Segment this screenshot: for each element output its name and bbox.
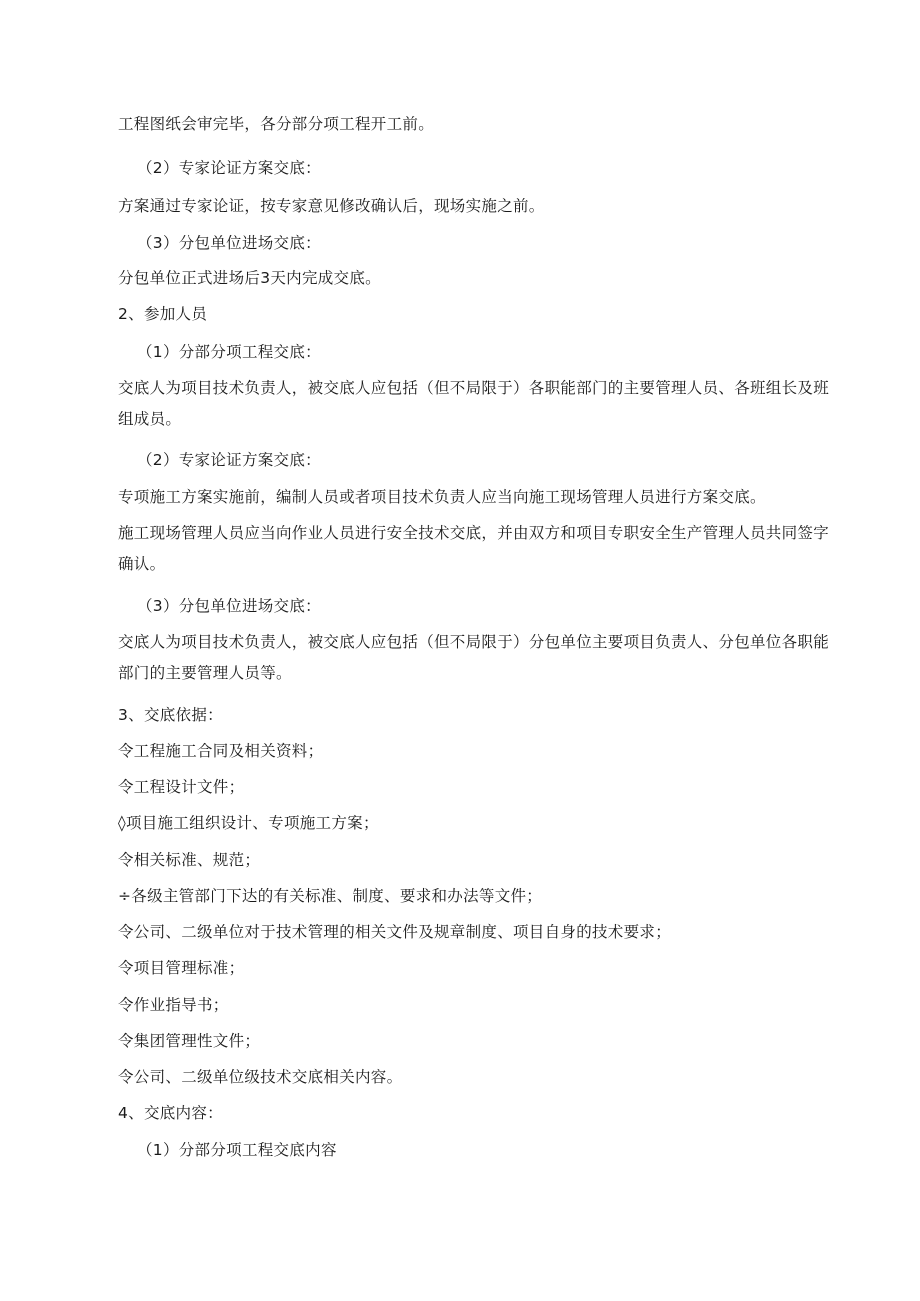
list-item: 令公司、二级单位对于技术管理的相关文件及规章制度、项目自身的技术要求； <box>118 923 672 941</box>
list-item: ◊项目施工组织设计、专项施工方案； <box>118 814 379 832</box>
subheading: （2）专家论证方案交底： <box>137 451 321 469</box>
section-heading: 2、参加人员 <box>118 305 208 323</box>
subheading: （3）分包单位进场交底： <box>137 234 321 252</box>
text-line: 分包单位正式进场后3天内完成交底。 <box>118 269 381 287</box>
list-item: 令工程施工合同及相关资料； <box>118 742 324 760</box>
paragraph: 专项施工方案实施前，编制人员或者项目技术负责人应当向施工现场管理人员进行方案交底。 <box>118 488 766 506</box>
subheading: （2）专家论证方案交底： <box>137 159 321 177</box>
subheading: （1）分部分项工程交底： <box>137 343 321 361</box>
section-heading: 4、交底内容： <box>118 1104 223 1122</box>
list-item: 令作业指导书； <box>118 996 229 1014</box>
text-line: 方案通过专家论证，按专家意见修改确认后，现场实施之前。 <box>118 197 545 215</box>
list-item: ÷各级主管部门下达的有关标准、制度、要求和办法等文件； <box>118 887 543 905</box>
list-item: 令集团管理性文件； <box>118 1032 261 1050</box>
paragraph: 交底人为项目技术负责人，被交底人应包括（但不局限于）分包单位主要项目负责人、分包单位各职能部门的主要管理人员等。 <box>118 633 830 682</box>
paragraph: 施工现场管理人员应当向作业人员进行安全技术交底，并由双方和项目专职安全生产管理人员共同签字确认。 <box>118 524 830 573</box>
text-line: 工程图纸会审完毕，各分部分项工程开工前。 <box>118 115 435 133</box>
paragraph: 交底人为项目技术负责人，被交底人应包括（但不局限于）各职能部门的主要管理人员、各班组长及班组成员。 <box>118 379 830 428</box>
list-item: 令工程设计文件； <box>118 778 245 796</box>
section-heading: 3、交底依据： <box>118 706 223 724</box>
list-item: 令公司、二级单位级技术交底相关内容。 <box>118 1068 403 1086</box>
list-item: 令项目管理标准； <box>118 959 245 977</box>
subheading: （3）分包单位进场交底： <box>137 597 321 615</box>
subheading: （1）分部分项工程交底内容 <box>137 1141 337 1159</box>
list-item: 令相关标准、规范； <box>118 851 261 869</box>
